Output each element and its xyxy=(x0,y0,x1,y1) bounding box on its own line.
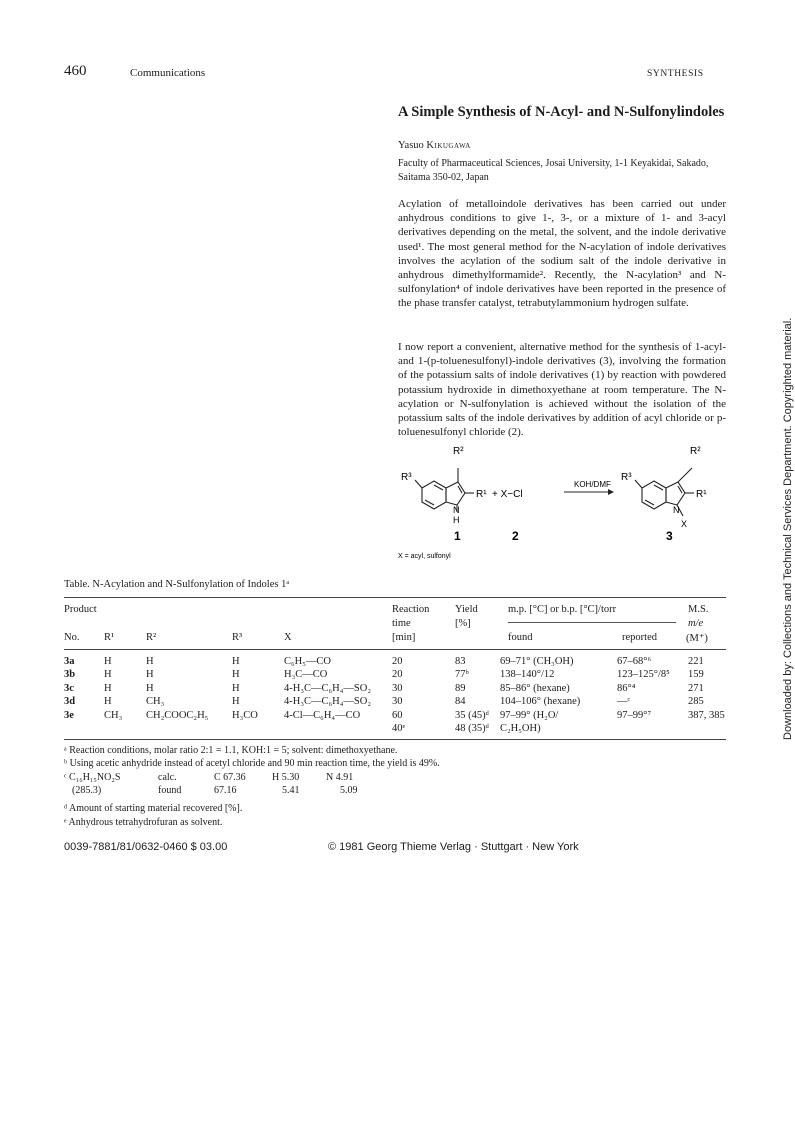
cell-yield: 77ᵇ xyxy=(455,669,469,681)
cell-time: 20 xyxy=(392,656,403,667)
cell-no: 3c xyxy=(64,682,74,694)
cell-time: 30 xyxy=(392,682,403,694)
footnote-d: ᵈ Amount of starting material recovered [%]. xyxy=(64,803,243,814)
x-label-3: X xyxy=(681,519,688,529)
cell-r2: CH₃ xyxy=(146,696,165,708)
affiliation: Faculty of Pharmaceutical Sciences, Josai University, 1-1 Keyakidai, Sakado, Saitama 350-02, Japan xyxy=(398,158,709,183)
body-paragraph-1: Acylation of metalloindole derivatives has been carried out under anhydrous conditions to give 1-, 3-, or a mixture of 1- and 3-acyl derivatives depending on the metal, the solvent, and the indole derivative used¹. The most general method for the N-acylation of indole derivatives involves the acylation of the sodium salt of the indole derivative in anhydrous dimethylformamide². Recently, the N-acylation³ and N-sulfonylation⁴ of indole derivatives have been reported in the presence of the phase transfer catalyst, tetrabutylammonium hydrogen sulfate. xyxy=(398,198,726,310)
r1-label-3: R¹ xyxy=(696,489,707,500)
author-last-name: Kikugawa xyxy=(426,140,471,151)
cell-r2: H xyxy=(146,682,154,694)
header-found: found xyxy=(508,632,533,643)
indole-structure-3 xyxy=(635,468,694,516)
cell-r1: H xyxy=(104,682,112,694)
article-code: 0039-7881/81/0632-0460 $ 03.00 xyxy=(64,841,228,853)
header-r3: R³ xyxy=(232,632,243,643)
header-r2: R² xyxy=(146,632,157,643)
cell-no: 3b xyxy=(64,669,76,681)
footnote-c-mw: (285.3) xyxy=(72,785,102,796)
section-name: Communications xyxy=(130,67,206,79)
r1-label-1: R¹ xyxy=(476,489,487,500)
article-title: A Simple Synthesis of N-Acyl- and N-Sulfonylindoles xyxy=(398,104,725,120)
cell-r3: H xyxy=(232,696,240,708)
cell-found: C₂H₅OH) xyxy=(500,723,541,734)
table-bottom-rule xyxy=(64,739,726,740)
r2-label-3: R² xyxy=(690,446,701,457)
conditions-label: KOH/DMF xyxy=(574,480,611,489)
cell-no: 3a xyxy=(64,656,75,667)
compound-number-1: 1 xyxy=(454,529,461,543)
header-yield-1: Yield xyxy=(455,604,478,615)
cell-reported: —ᶜ xyxy=(617,696,631,708)
footnote-c-calc: calc. xyxy=(158,772,177,783)
cell-reported: 86°⁴ xyxy=(617,682,636,694)
cell-ms: 285 xyxy=(688,696,704,708)
footnote-c-found-n: 5.09 xyxy=(340,785,358,796)
cell-time: 30 xyxy=(392,696,403,708)
cell-x: C₆H₅—CO xyxy=(284,656,331,667)
footnote-a: ᵃ Reaction conditions, molar ratio 2:1 = 1.1, KOH:1 = 5; solvent: dimethoxyethane. xyxy=(64,745,398,756)
header-reported: reported xyxy=(622,632,657,643)
header-x: X xyxy=(284,632,292,643)
cell-found: 138–140°/12 xyxy=(500,669,555,681)
footnote-c-found: found xyxy=(158,785,182,796)
n-label-1: N xyxy=(453,505,460,515)
n-label-3: N xyxy=(673,505,680,515)
cell-ms: 271 xyxy=(688,682,704,694)
scheme-legend: X = acyl, sulfonyl xyxy=(398,553,451,560)
footnote-c-formula: ᶜ C₁₆H₁₅NO₂S xyxy=(64,772,121,783)
cell-time: 20 xyxy=(392,669,403,681)
cell-r1: H xyxy=(104,669,112,681)
cell-x: 4-Cl—C₆H₄—CO xyxy=(284,709,361,721)
arrow-head-icon xyxy=(608,489,614,495)
cell-r2: H xyxy=(146,669,154,681)
cell-r1: H xyxy=(104,696,112,708)
header-product: Product xyxy=(64,604,97,615)
indole-structure-1 xyxy=(415,468,474,512)
author-first-name: Yasuo xyxy=(398,140,424,151)
cell-no: 3e xyxy=(64,709,74,721)
cell-reported: 123–125°/8⁵ xyxy=(617,669,670,681)
reaction-scheme xyxy=(398,430,728,565)
footnote-b: ᵇ Using acetic anhydride instead of acetyl chloride and 90 min reaction time, the yield is 49%. xyxy=(64,758,440,769)
header-ms-3: (M⁺) xyxy=(686,633,708,644)
reagent-label: + X−Cl xyxy=(492,489,523,500)
cell-yield: 48 (35)ᵈ xyxy=(455,723,489,734)
header-reaction-2: time xyxy=(392,618,411,629)
header-reaction-3: [min] xyxy=(392,632,416,643)
cell-yield: 83 xyxy=(455,656,466,667)
cell-yield: 89 xyxy=(455,682,466,694)
download-note: Downloaded by: Collections and Technical Services Department. Copyrighted material. xyxy=(782,317,794,740)
cell-r3: H xyxy=(232,656,240,667)
cell-reported: 67–68°⁶ xyxy=(617,656,652,667)
footnote-e: ᵉ Anhydrous tetrahydrofuran as solvent. xyxy=(64,817,223,828)
h-label-1: H xyxy=(453,515,460,525)
cell-x: H₃C—CO xyxy=(284,669,328,681)
cell-found: 69–71° (CH₃OH) xyxy=(500,656,574,667)
footnote-c-calc-n: N 4.91 xyxy=(326,772,354,783)
header-ms-2: m/e xyxy=(688,618,704,629)
footnote-c-calc-c: C 67.36 xyxy=(214,772,246,783)
cell-ms: 221 xyxy=(688,656,704,667)
cell-r1: H xyxy=(104,656,112,667)
cell-found: 85–86° (hexane) xyxy=(500,682,570,694)
table-header-rule xyxy=(64,649,726,650)
cell-x: 4-H₃C—C₆H₄—SO₂ xyxy=(284,682,371,694)
cell-r3: H xyxy=(232,669,240,681)
cell-reported: 97–99°⁷ xyxy=(617,709,652,721)
footnote-c-found-c: 67.16 xyxy=(214,785,237,796)
cell-yield: 84 xyxy=(455,696,466,708)
copyright: © 1981 Georg Thieme Verlag · Stuttgart · New York xyxy=(328,841,579,853)
header-reaction-1: Reaction xyxy=(392,604,430,615)
footnote-c-calc-h: H 5.30 xyxy=(272,772,300,783)
cell-no: 3d xyxy=(64,696,76,708)
cell-r2: H xyxy=(146,656,154,667)
header-mp: m.p. [°C] or b.p. [°C]/torr xyxy=(508,604,617,615)
header-ms-1: M.S. xyxy=(688,604,709,615)
header-no: No. xyxy=(64,632,80,643)
header-yield-2: [%] xyxy=(455,618,471,629)
page-number: 460 xyxy=(64,63,87,79)
cell-found: 97–99° (H₂O/ xyxy=(500,709,559,721)
cell-yield: 35 (45)ᵈ xyxy=(455,709,489,721)
cell-ms: 387, 385 xyxy=(688,709,725,721)
journal-name: SYNTHESIS xyxy=(647,69,704,79)
footnote-c-found-h: 5.41 xyxy=(282,785,300,796)
cell-r2: CH₂COOC₂H₅ xyxy=(146,709,209,721)
table-caption: Table. N-Acylation and N-Sulfonylation of Indoles 1ᵃ xyxy=(64,579,290,590)
header-r1: R¹ xyxy=(104,632,115,643)
table-top-rule xyxy=(64,597,726,598)
cell-ms: 159 xyxy=(688,669,704,681)
r3-label-1: R³ xyxy=(401,472,412,483)
cell-r1: CH₃ xyxy=(104,709,123,721)
cell-r3: H xyxy=(232,682,240,694)
author xyxy=(398,140,471,151)
body-paragraph-2: I now report a convenient, alternative method for the synthesis of 1-acyl- and 1-(p-toluenesulfonyl)-indole derivatives (3), involving the formation of the potassium salts of indole derivatives (1) by reaction with powdered potassium hydroxide in dimethoxyethane at room temperature. The N-acylation or N-sulfonylation is achieved without the isolation of the potassium salts of the indole derivatives by addition of acyl chloride or p-toluenesulfonyl chloride (2). xyxy=(398,341,726,439)
r2-label-1: R² xyxy=(453,446,464,457)
header-mp-rule xyxy=(508,622,676,623)
cell-x: 4-H₃C—C₆H₄—SO₂ xyxy=(284,696,371,708)
cell-r3: H₃CO xyxy=(232,709,258,721)
cell-time: 40ᵉ xyxy=(392,723,406,734)
r3-label-3: R³ xyxy=(621,472,632,483)
compound-number-2: 2 xyxy=(512,529,519,543)
cell-time: 60 xyxy=(392,709,403,721)
compound-number-3: 3 xyxy=(666,529,673,543)
cell-found: 104–106° (hexane) xyxy=(500,696,581,708)
